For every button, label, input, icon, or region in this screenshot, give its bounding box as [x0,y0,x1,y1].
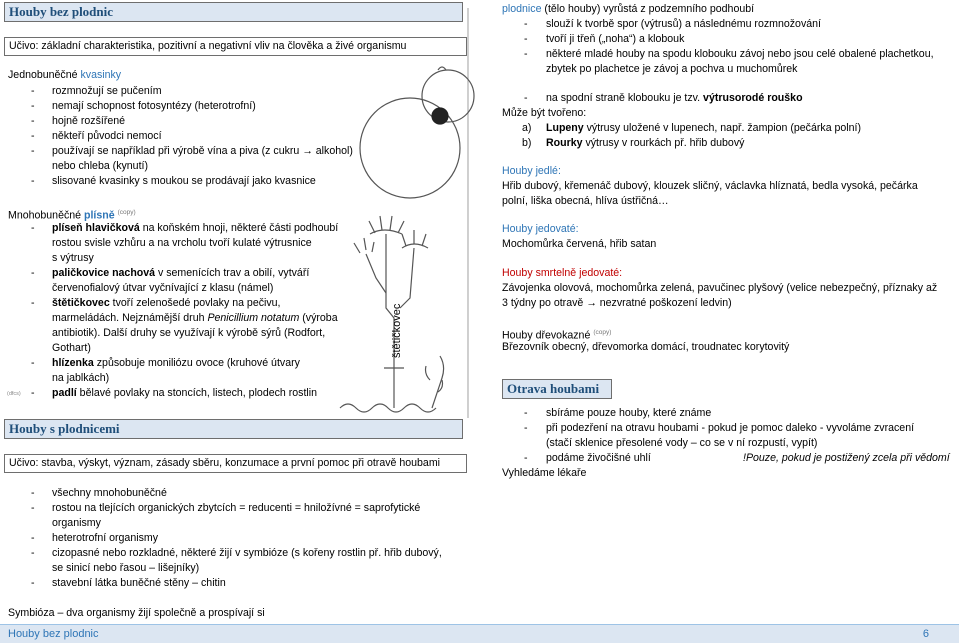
page-footer [0,624,959,643]
smrtelne-text-2: 3 týdny po otravě → nezvratné poškození ledvin) [502,297,732,309]
list-item: nebo chleba (kynutí) [52,160,148,172]
symbioza-note: Symbióza – dva organismy žijí společně a prospívají si [8,607,265,619]
list-item: hojně rozšířené [52,115,126,127]
ucivo-box-2: Učivo: stavba, výskyt, význam, zásady sběru, konzumace a první pomoc při otravě houbami [4,454,467,473]
jedle-text-2: polní, liška obecná, hlíva ústřičná… [502,195,669,207]
list-item: Gothart) [52,342,91,354]
list-item: antibiotik). Další druhy se využívají k výrobě sýrů (Rodfort, [52,327,326,339]
list-item: podáme živočišné uhlí [546,452,651,464]
figure-label-stetickovec: štětičkovec [391,303,403,358]
list-item: nemají schopnost fotosyntézy (heterotrofní) [52,100,256,112]
list-item: na spodní straně klobouku je tzv. výtrusorodé rouško [546,92,803,104]
smrtelne-heading: Houby smrtelně jedovaté: [502,267,623,279]
option-b-text: Rourky výtrusy v rourkách př. hřib dubový [546,137,745,149]
list-item: cizopasné nebo rozkladné, některé žijí v symbióze (s kořeny rostlin př. hřib dubový, [52,547,442,559]
list-item: (stačí sklenice přesolené vody – co se v ní rozpustí, vypít) [546,437,818,449]
list-item: tvoří ji třeň („noha“) a klobouk [546,33,685,45]
list-item: se sinicí nebo řasou – lišejníky) [52,562,200,574]
section-title-bez-plodnic: Houby bez plodnic [4,2,463,22]
list-item: štětičkovec tvoří zelenošedé povlaky na pečivu, [52,297,281,309]
jedle-text-1: Hřib dubový, křemenáč dubový, klouzek sličný, václavka hlíznatá, bedla vysoká, pečárka [502,180,918,192]
drevokazne-heading: Houby dřevokazné $^{(copy)}$ [502,329,612,342]
list-item: červenofialový útvar vyčnívající z klasu (námel) [52,282,274,294]
list-item: rostou svisle vzhůru a na vrcholu tvoří kulaté výtrusnice [52,237,312,249]
section-title-s-plodnicemi: Houby s plodnicemi [4,419,463,439]
list-item: slouží k tvorbě spor (výtrusů) a následnému rozmnožování [546,18,821,30]
list-item: rostou na tlejících organických zbytcích = reducenti = hniložívné = saprofytické [52,502,421,514]
list-item: padlí bělavé povlaky na stoncích, listech, plodech rostlin [52,387,317,399]
list-item: sbíráme pouze houby, které známe [546,407,712,419]
plodnice-intro: plodnice (tělo houby) vyrůstá z podzemního podhoubí [502,3,755,15]
jedovate-heading: Houby jedovaté: [502,223,579,235]
list-item: stavební látka buněčné stěny – chitin [52,577,226,589]
list-item: některé mladé houby na spodu klobouku závoj nebo jsou celé obalené plachetkou, [546,48,934,60]
list-item: někteří původci nemocí [52,130,162,142]
small-mark: (dfcs) [7,391,21,397]
stetickovec-figure [320,8,480,418]
mnohobunecne-heading: Mnohobuněčné plísně $^{(copy)}$ [8,209,136,222]
list-item: marmeládách. Nejznámější druh Penicillium notatum (výroba [52,312,338,324]
list-item: při podezření na otravu houbami - pokud je pomoc daleko - vyvoláme zvracení [546,422,915,434]
option-a: a) [522,122,532,134]
otrava-note: !Pouze, pokud je postižený zcela při vědomí [743,452,950,464]
drevokazne-text: Březovník obecný, dřevomorka domácí, troudnatec korytovitý [502,341,790,353]
list-item: organismy [52,517,101,529]
list-item: slisované kvasinky s moukou se prodávají jako kvasnice [52,175,316,187]
option-a-text: Lupeny výtrusy uložené v lupenech, např. žampion (pečárka polní) [546,122,862,134]
smrtelne-text-1: Závojenka olovová, mochomůrka zelená, pavučinec plyšový (velice nebezpečný, příznaky až [502,282,938,294]
list-item: na jablkách) [52,372,110,384]
ucivo-box-1: Učivo: základní charakteristika, pozitivní a negativní vliv na člověka a živé organismu [4,37,467,56]
section-title-otrava: Otrava houbami [502,379,612,399]
jedle-heading: Houby jedlé: [502,165,561,177]
muze-byt-tvoreno: Může být tvořeno: [502,107,587,119]
list-item: heterotrofní organismy [52,532,158,544]
list-item: s výtrusy [52,252,94,264]
footer-title: Houby bez plodnic [8,628,99,640]
list-item: všechny mnohobuněčné [52,487,167,499]
list-item: paličkovice nachová v semenících trav a obilí, vytváří [52,267,310,279]
list-item: hlízenka způsobuje moniliózu ovoce (kruhové útvary [52,357,300,369]
list-item: rozmnožují se pučením [52,85,162,97]
list-item: plíseň hlavičková na koňském hnoji, některé části podhoubí [52,222,339,234]
list-item: zbytek po plachetce je závoj a pochva u muchomůrek [546,63,798,75]
jedovate-text: Mochomůrka červená, hřib satan [502,238,657,250]
vyhledame-lekare: Vyhledáme lékaře [502,467,587,479]
list-item: používají se například při výrobě vína a piva (z cukru → alkohol) [52,145,353,157]
option-b: b) [522,137,532,149]
page-number: 6 [922,628,929,640]
jednobunecne-heading: Jednobuněčné kvasinky [8,69,122,81]
